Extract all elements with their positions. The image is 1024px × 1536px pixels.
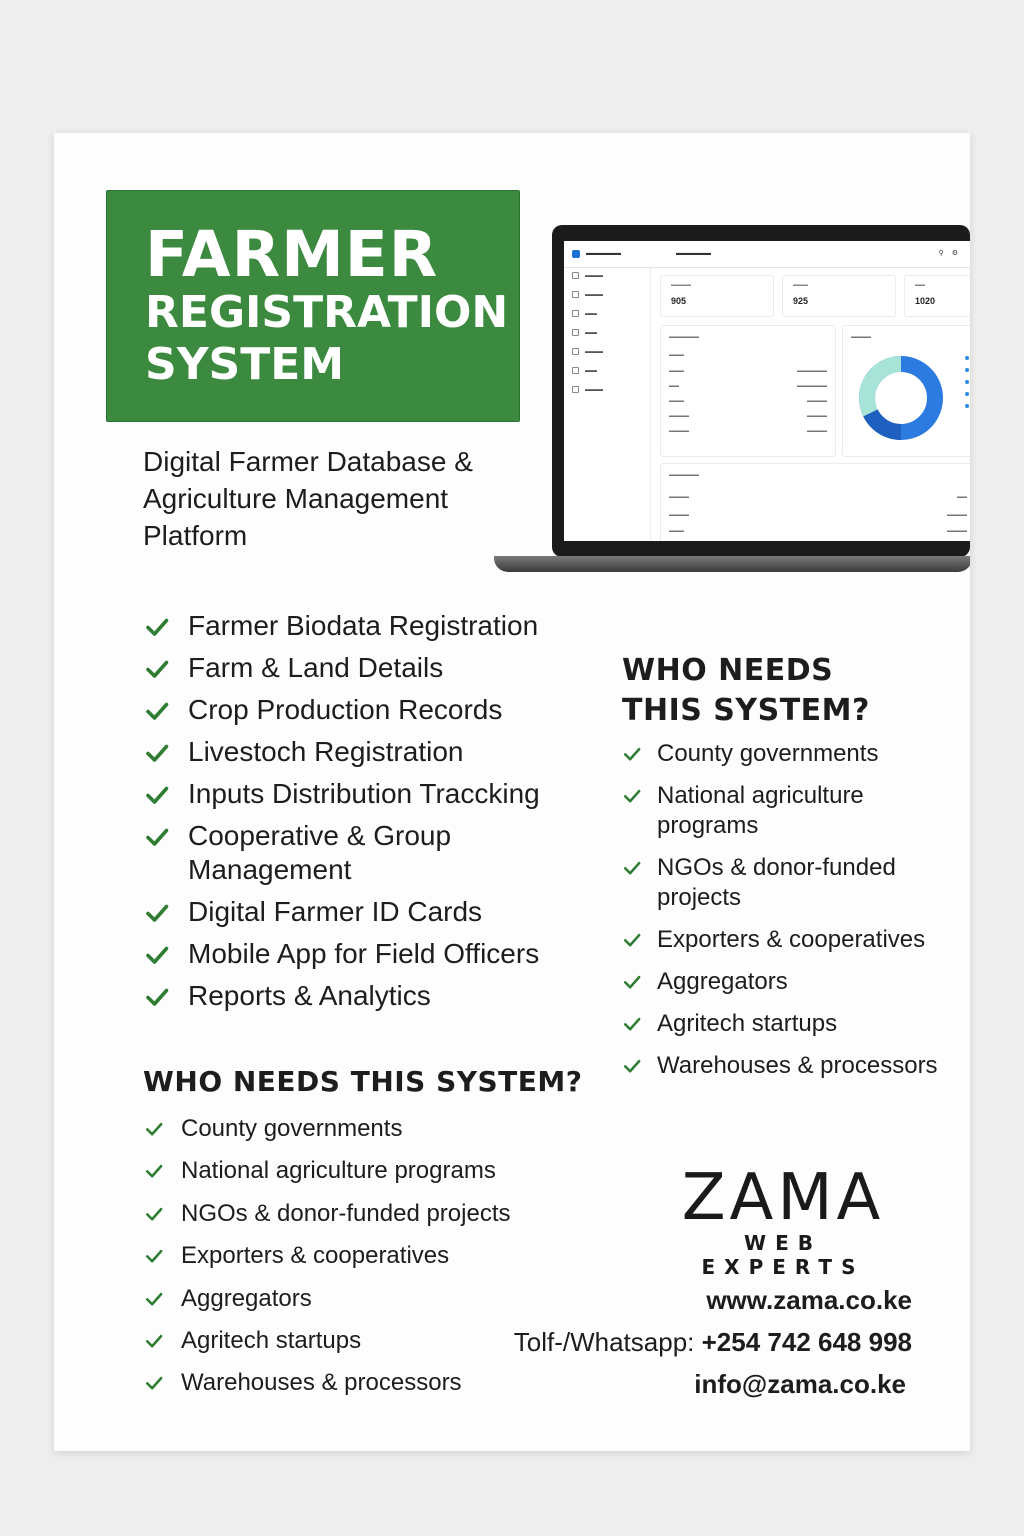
app-logo-icon: [572, 250, 580, 258]
feature-label: Farmer Biodata Registration: [188, 610, 539, 641]
check-icon: [144, 1205, 164, 1223]
dashboard-app-name: ▬▬▬▬▬: [586, 250, 621, 257]
phone-label: Tolf-/Whatsapp:: [513, 1327, 695, 1357]
check-icon: [622, 1057, 642, 1075]
sidebar-item: ▬▬: [564, 324, 650, 343]
dashboard-page-name: ▬▬▬▬▬: [676, 250, 711, 257]
check-icon: [622, 859, 642, 877]
who-needs-title-left: WHO NEEDS THIS SYSTEM?: [143, 1065, 583, 1098]
list-item: County governments: [144, 1113, 511, 1145]
records-table-panel: ▬▬▬▬▬▬ ▬▬▬ ▬▬▬ ▬▬▬▬▬▬ ▬▬ ▬▬▬▬▬▬ ▬▬▬ ▬▬▬▬ ▬▬▬▬ ▬▬▬▬ ▬▬▬▬ ▬▬▬▬: [660, 325, 836, 457]
check-icon: [622, 931, 642, 949]
list-item: [144, 693, 584, 727]
feature-label: Cooperative & Group Management: [188, 820, 452, 885]
who-needs-title-right: WHO NEEDS THIS SYSTEM?: [622, 653, 870, 728]
list-item: NGOs & donor-funded projects: [622, 853, 962, 913]
feature-label: Reports & Analytics: [188, 980, 431, 1011]
laptop-mockup: [552, 225, 970, 577]
feature-label: Farm & Land Details: [188, 652, 444, 683]
donut-chart: [853, 350, 949, 446]
list-item: [144, 895, 584, 929]
list-item: Exporters & cooperatives: [144, 1240, 511, 1272]
contact-website[interactable]: www.zama.co.ke: [706, 1285, 912, 1315]
hero-title-line-3: SYSTEM: [145, 339, 345, 390]
sidebar-item: ▬▬▬: [564, 343, 650, 362]
check-icon: [144, 741, 170, 765]
list-item: [144, 979, 584, 1013]
brand-tagline: WEB EXPERTS: [701, 1231, 865, 1279]
bottom-table-panel: ▬▬▬▬▬▬ ▬▬▬▬ ▬▬ ▬▬▬▬ ▬▬▬▬ ▬▬▬ ▬▬▬▬: [660, 463, 970, 541]
feature-label: Crop Production Records: [188, 694, 503, 725]
check-icon: [144, 1120, 164, 1138]
feature-list: [144, 609, 584, 1021]
list-item: [144, 819, 584, 887]
check-icon: [622, 973, 642, 991]
feature-label: Inputs Distribution Traccking: [188, 778, 540, 809]
list-item: [144, 609, 584, 643]
dashboard-screenshot: [564, 241, 970, 541]
donut-slice-3: [867, 364, 901, 413]
feature-label: Mobile App for Field Officers: [188, 938, 540, 969]
list-item: County governments: [622, 739, 962, 769]
hero-title-line-2: REGISTRATION: [145, 287, 509, 338]
check-icon: [144, 825, 170, 849]
list-item: Agritech startups: [144, 1325, 511, 1357]
check-icon: [622, 787, 642, 805]
stat-value-1: 905: [671, 296, 687, 306]
check-icon: [144, 699, 170, 723]
sidebar-item: ▬▬: [564, 362, 650, 381]
sidebar-item: ▬▬▬: [564, 381, 650, 400]
list-item: [144, 735, 584, 769]
donut-chart-panel: ▬▬▬▬: [842, 325, 970, 457]
menu-icon: [572, 386, 579, 393]
list-item: Aggregators: [144, 1283, 511, 1315]
sidebar-item: ▬▬▬: [564, 286, 650, 305]
stat-card-2: ▬▬▬ 925: [782, 275, 896, 317]
subtitle: Digital Farmer Database & Agriculture Management Platform: [143, 446, 473, 551]
check-icon: [144, 985, 170, 1009]
list-item: National agriculture programs: [144, 1155, 511, 1187]
feature-label: Livestoch Registration: [188, 736, 464, 767]
menu-icon: [572, 310, 579, 317]
brand-name: ZAMA: [681, 1161, 885, 1235]
list-item: [144, 777, 584, 811]
list-item: Warehouses & processors: [144, 1367, 511, 1399]
check-icon: [144, 783, 170, 807]
donut-legend: [965, 356, 969, 416]
sidebar-item: ▬▬: [564, 305, 650, 324]
check-icon: [144, 901, 170, 925]
donut-slice-2: [871, 413, 902, 432]
check-icon: [144, 657, 170, 681]
menu-icon: [572, 367, 579, 374]
check-icon: [622, 1015, 642, 1033]
stat-value-3: 1020: [915, 296, 936, 306]
contact-phone[interactable]: [514, 1327, 912, 1358]
menu-icon: [572, 272, 579, 279]
feature-label: Digital Farmer ID Cards: [188, 896, 483, 927]
dashboard-sidebar: [564, 267, 651, 541]
dashboard-topbar: [564, 241, 970, 268]
hero-title-line-1: FARMER: [145, 218, 439, 291]
list-item: Agritech startups: [622, 1009, 962, 1039]
sidebar-item: ▬▬▬: [564, 267, 650, 286]
poster: [54, 133, 970, 1451]
check-icon: [144, 1247, 164, 1265]
list-item: National agriculture programs: [622, 781, 962, 841]
who-needs-list-left: [144, 1113, 511, 1410]
menu-icon: [572, 291, 579, 298]
stat-card-1: ▬▬▬▬ 905: [660, 275, 774, 317]
check-icon: [144, 1332, 164, 1350]
laptop-base: [494, 556, 970, 572]
list-item: [144, 651, 584, 685]
list-item: Warehouses & processors: [622, 1051, 962, 1081]
check-icon: [144, 1374, 164, 1392]
list-item: Aggregators: [622, 967, 962, 997]
stat-value-2: 925: [793, 296, 809, 306]
check-icon: [144, 1290, 164, 1308]
stat-card-3: ▬▬ 1020: [904, 275, 970, 317]
menu-icon: [572, 348, 579, 355]
hero-title-box: [106, 190, 520, 422]
list-item: [144, 937, 584, 971]
topbar-icons: ⚲⚙: [938, 250, 966, 257]
list-item: Exporters & cooperatives: [622, 925, 962, 955]
who-needs-list-right: [622, 739, 962, 1093]
check-icon: [144, 943, 170, 967]
list-item: NGOs & donor-funded projects: [144, 1198, 511, 1230]
check-icon: [144, 1162, 164, 1180]
check-icon: [622, 745, 642, 763]
check-icon: [144, 615, 170, 639]
phone-number[interactable]: +254 742 648 998: [701, 1327, 912, 1357]
menu-icon: [572, 329, 579, 336]
contact-email[interactable]: info@zama.co.ke: [694, 1369, 906, 1399]
brand-logo: [656, 1161, 910, 1279]
